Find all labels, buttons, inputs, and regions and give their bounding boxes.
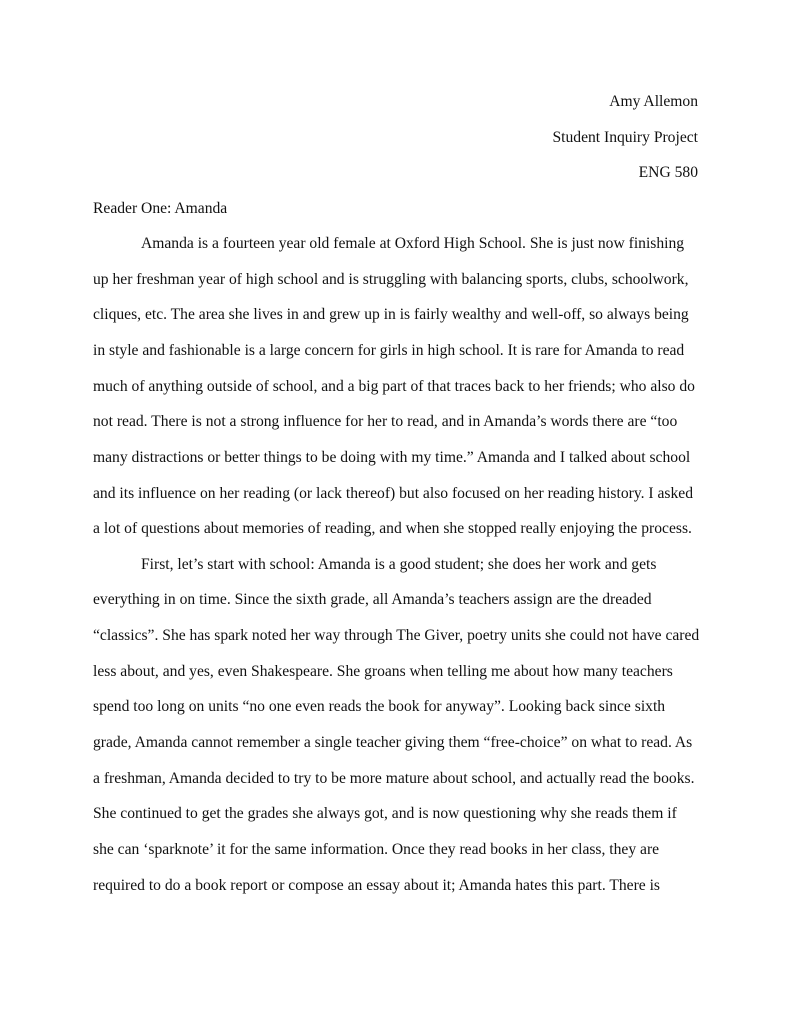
project-title: Student Inquiry Project: [552, 129, 698, 146]
paragraph-2-line-4: less about, and yes, even Shakespeare. She groans when telling me about how many teachers: [93, 663, 673, 680]
paragraph-2-line-6: grade, Amanda cannot remember a single teacher giving them “free-choice” on what to read. As: [93, 734, 693, 751]
paragraph-1-line-7: many distractions or better things to be doing with my time.” Amanda and I talked about school: [93, 449, 691, 466]
paragraph-1-line-9: a lot of questions about memories of reading, and when she stopped really enjoying the process.: [93, 520, 692, 537]
paragraph-2-line-1: First, let’s start with school: Amanda is a good student; she does her work and gets: [141, 556, 657, 573]
paragraph-2-line-10: required to do a book report or compose an essay about it; Amanda hates this part. There is: [93, 877, 661, 894]
paragraph-1-line-2: up her freshman year of high school and is struggling with balancing sports, clubs, schoolwork,: [93, 271, 689, 288]
author-name: Amy Allemon: [609, 93, 698, 110]
paragraph-2-line-3: “classics”. She has spark noted her way through The Giver, poetry units she could not have cared: [93, 627, 700, 644]
paragraph-1-line-1: Amanda is a fourteen year old female at Oxford High School. She is just now finishing: [141, 235, 685, 252]
paragraph-2-line-9: she can ‘sparknote’ it for the same information. Once they read books in her class, they are: [93, 841, 660, 858]
course-code: ENG 580: [638, 164, 698, 181]
paragraph-2-line-8: She continued to get the grades she always got, and is now questioning why she reads them if: [93, 805, 677, 822]
paragraph-1-line-4: in style and fashionable is a large concern for girls in high school. It is rare for Amanda to read: [93, 342, 685, 359]
paragraph-2-line-2: everything in on time. Since the sixth grade, all Amanda’s teachers assign are the dreaded: [93, 591, 652, 608]
paragraph-2-line-7: a freshman, Amanda decided to try to be more mature about school, and actually read the books.: [93, 770, 695, 787]
paragraph-1-line-5: much of anything outside of school, and a big part of that traces back to her friends; who also do: [93, 378, 695, 395]
paragraph-1-line-6: not read. There is not a strong influence for her to read, and in Amanda’s words there are “too: [93, 413, 678, 430]
paragraph-1-line-8: and its influence on her reading (or lack thereof) but also focused on her reading history. I asked: [93, 485, 694, 502]
paragraph-2-line-5: spend too long on units “no one even reads the book for anyway”. Looking back since sixth: [93, 698, 666, 715]
section-title: Reader One: Amanda: [93, 200, 228, 217]
paragraph-1-line-3: cliques, etc. The area she lives in and grew up in is fairly wealthy and well-off, so always being: [93, 306, 689, 323]
